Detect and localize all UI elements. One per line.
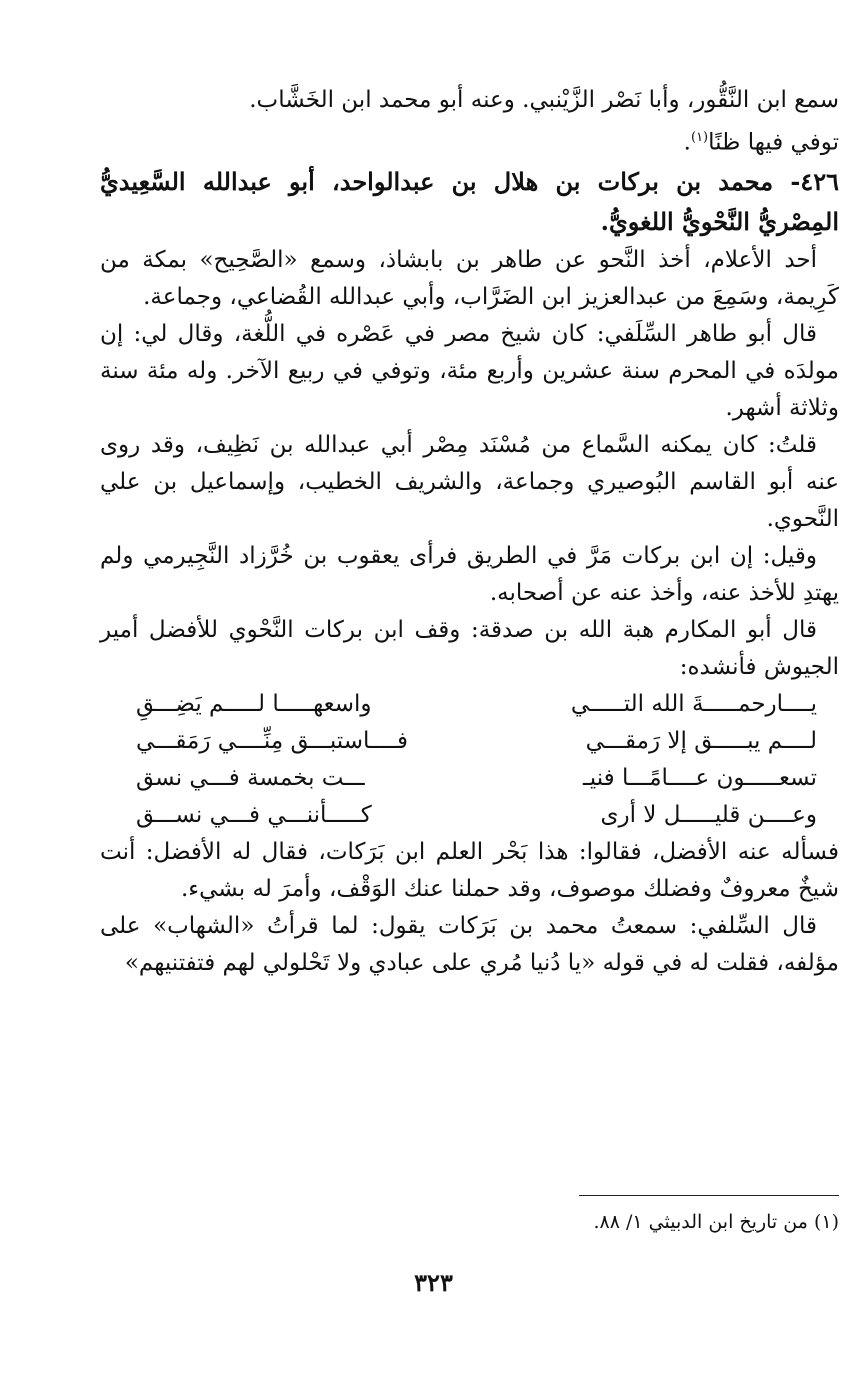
paragraph-1-line-1: سمع ابن النَّقُّور، وأبا نَصْر الزَّيْنبي. وعنه أبو محمد ابن الخَشَّاب. <box>249 87 839 113</box>
verse-second-hemistich: فــــاستبـــق مِنِّــــي رَمَقـــي <box>136 727 408 754</box>
death-note-text: توفي فيها ظنًا <box>708 129 839 156</box>
paragraph-7: فسأله عنه الأفضل، فقالوا: هذا بَحْر العلم ابن بَرَكات، فقال له الأفضل: أنت شيخٌ معروفٌ وفضلك موصوف، وقد حملنا عنك الوَقْف، وأمرَ له بشيء. <box>100 838 839 902</box>
footnote-ref: (١) <box>690 130 709 145</box>
verse-first-hemistich: تسعـــــون عــــامًـــا فنيـ <box>583 764 817 791</box>
page-number: ٣٢٣ <box>414 1268 453 1297</box>
verse-line <box>136 760 817 797</box>
paragraph-6: قال أبو المكارم هبة الله بن صدقة: وقف ابن بركات النَّحْوي للأفضل أمير الجيوش فأنشده: <box>100 616 839 680</box>
footnote <box>300 1208 839 1236</box>
paragraph-3: قال أبو طاهر السِّلَفي: كان شيخ مصر في عَصْره في اللُّغة، وقال لي: إن مولدَه في المحرم سنة عشرين وأربع مئة، وتوفي في ربيع الآخر. وله مئة سنة وثلاثة أشهر. <box>100 320 839 421</box>
verse-second-hemistich: واسعهـــــا لـــــم يَضِـــقِ <box>136 690 372 717</box>
verse-line <box>136 686 817 723</box>
entry-heading: ٤٢٦- محمد بن بركات بن هلال بن عبدالواحد، أبو عبدالله السَّعِيديُّ المِصْريُّ النَّحْويُّ اللغويُّ. <box>100 166 840 236</box>
body-text <box>100 82 839 982</box>
verse-second-hemistich: كـــــأننـــي فـــي نســـق <box>136 801 372 828</box>
paragraph-1-line-2: توفي فيها ظنًا$^{(١)}$. <box>683 129 839 156</box>
verse-first-hemistich: لــــم يبـــــق إلا رَمقـــي <box>585 727 817 754</box>
footnote-text: من تاريخ ابن الدبيثي ١/ ٨٨. <box>593 1211 808 1233</box>
paragraph-4: قلتُ: كان يمكنه السَّماع من مُسْنَد مِصْر أبي عبدالله بن نَظِيف، وقد روى عنه أبو القاسم البُوصيري وجماعة، والشريف الخطيب، وإسماعيل بن علي النَّحوي. <box>100 431 839 532</box>
paragraph-2: أحد الأعلام، أخذ النَّحو عن طاهر بن بابشاذ، وسمع «الصَّحِيح» بمكة من كَرِيمة، وسَمِعَ من عبدالعزيز ابن الضَرَّاب، وأبي عبدالله القُضاعي، وجماعة. <box>100 246 839 310</box>
verse-first-hemistich: يــــارحمـــــةَ الله التـــــي <box>570 690 817 717</box>
footnote-number: (١) <box>813 1211 839 1233</box>
verse-second-hemistich: ـــت بخمسة فـــي نسق <box>136 764 365 791</box>
verse-first-hemistich: وعــــن قليـــــل لا أرى <box>600 801 817 828</box>
paragraph-5: وقيل: إن ابن بركات مَرَّ في الطريق فرأى يعقوب بن خُرَّزاد النَّجِيرمي ولم يهتدِ للأخذ عنه، وأخذ عنه عن أصحابه. <box>100 542 839 606</box>
footnote-divider <box>579 1195 839 1196</box>
paragraph-8: قال السِّلفي: سمعتُ محمد بن بَرَكات يقول: لما قرأتُ «الشهاب» على مؤلفه، فقلت له في قوله «يا دُنيا مُري على عبادي ولا تَحْلولي لهم فتفتنيهم» <box>100 912 839 976</box>
verse-line <box>136 797 817 834</box>
verse-line <box>136 723 817 760</box>
